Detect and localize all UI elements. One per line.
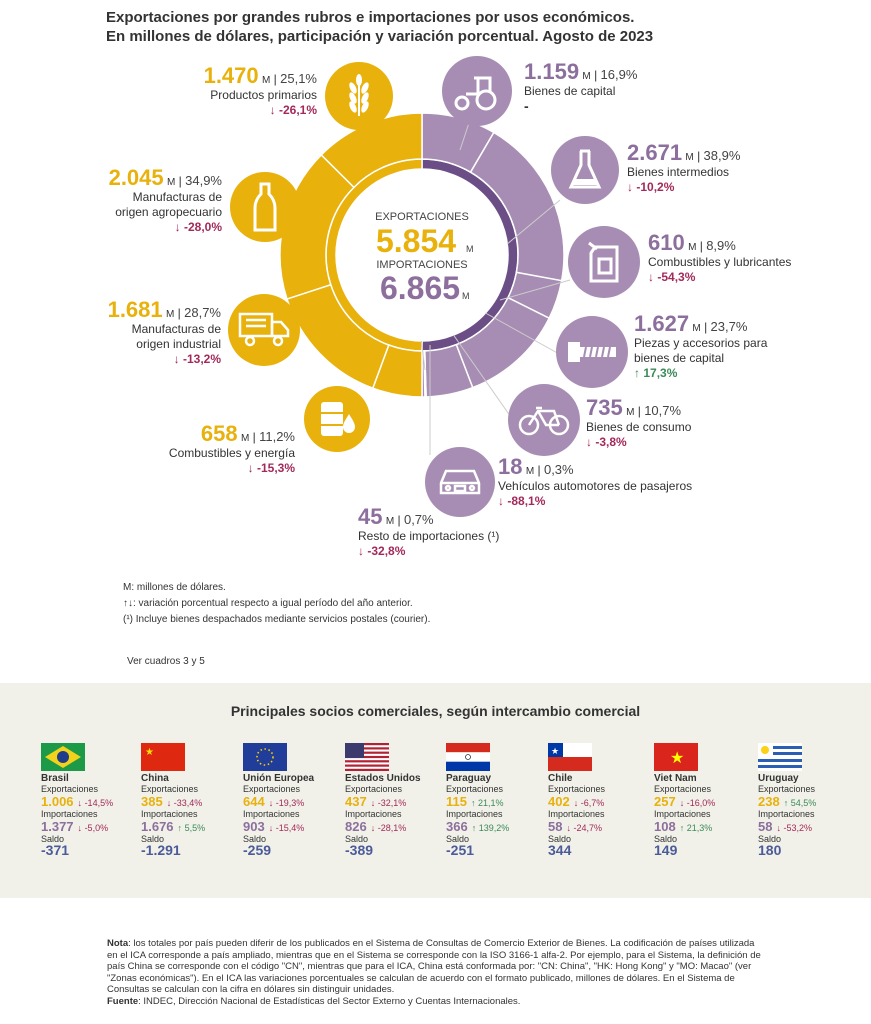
partner-saldo-label: Saldo (654, 834, 678, 844)
partner-card (243, 743, 343, 856)
note-arrows: ↑↓: variación porcentual respecto a igual período del año anterior. (123, 598, 413, 609)
partner-exp-var: ↓ -32,1% (370, 798, 407, 808)
partner-exp-value: 238 (758, 794, 780, 809)
partners-section (0, 683, 871, 898)
partner-card (548, 743, 648, 856)
partner-name: China (141, 773, 169, 784)
partner-imp-var: ↓ -24,7% (566, 823, 603, 833)
partner-imp-label: Importaciones (141, 809, 198, 819)
tractor-icon (442, 56, 512, 126)
partner-exp-var: ↓ -6,7% (573, 798, 605, 808)
partner-card (654, 743, 754, 856)
chart-notes (123, 580, 430, 628)
flag-brazil-icon (41, 743, 85, 771)
partner-exp-label: Exportaciones (345, 784, 403, 794)
title-line-1: Exportaciones por grandes rubros e importaciones por usos económicos. (106, 9, 635, 26)
truck-icon (228, 294, 300, 366)
partner-imp-label: Importaciones (345, 809, 402, 819)
label-resto-importaciones: 45 M | 0,7% Resto de importaciones (¹) ↓ -32,8% (358, 504, 500, 558)
ring-exp-label: Exportaciones (342, 232, 352, 290)
flag-paraguay-icon (446, 743, 490, 771)
ring-imp-label: Importaciones (488, 232, 498, 289)
partner-card (41, 743, 141, 856)
bolt-icon (556, 316, 628, 388)
arrow-up-icon: ↑ (634, 366, 640, 380)
car-icon (425, 447, 495, 517)
partner-saldo-label: Saldo (758, 834, 782, 844)
partner-imp-label: Importaciones (654, 809, 711, 819)
center-imp-value: 6.865 (379, 270, 461, 306)
partner-exp-value: 115 (446, 794, 467, 809)
partner-exp-value: 385 (141, 794, 163, 809)
partner-saldo-value: -389 (345, 842, 374, 858)
partner-imp-value: 826 (345, 819, 367, 834)
partner-imp-value: 366 (446, 819, 468, 834)
partner-name: Viet Nam (654, 773, 697, 784)
partner-imp-var: ↓ -53,2% (776, 823, 813, 833)
svg-text:★: ★ (551, 746, 560, 756)
svg-text:★: ★ (670, 750, 685, 767)
arrow-down-icon: ↓ (247, 461, 254, 475)
partner-imp-var: ↓ -5,0% (77, 823, 109, 833)
partner-saldo-label: Saldo (41, 834, 65, 844)
partner-exp-var: ↓ -33,4% (166, 798, 203, 808)
partner-imp-value: 903 (243, 819, 265, 834)
label-moi: 1.681 M | 28,7% Manufacturas de origen industrial ↓ -13,2% (107, 297, 221, 366)
label-bienes-capital: 1.159 M | 16,9% Bienes de capital - (524, 59, 638, 114)
partner-saldo-value: 344 (548, 842, 572, 858)
center-exp-unit: M (466, 244, 474, 254)
flag-china-icon (141, 743, 185, 771)
label-piezas-accesorios: 1.627 M | 23,7% Piezas y accesorios para bienes de capital ↑ 17,3% (634, 311, 768, 380)
partner-saldo-value: -1.291 (141, 842, 181, 858)
partner-saldo-label: Saldo (141, 834, 165, 844)
label-vehiculos: 18 M | 0,3% Vehículos automotores de pasajeros ↓ -88,1% (498, 454, 693, 508)
partner-exp-var: ↓ -14,5% (77, 798, 114, 808)
partner-imp-value: 1.377 (41, 819, 74, 834)
center-exp-label: EXPORTACIONES (375, 211, 469, 223)
partner-exp-label: Exportaciones (141, 784, 199, 794)
partner-saldo-label: Saldo (345, 834, 369, 844)
partner-saldo-value: -259 (243, 842, 272, 858)
partner-imp-value: 58 (548, 819, 563, 834)
svg-text:★: ★ (145, 747, 154, 758)
partner-imp-var: ↑ 139,2% (471, 823, 510, 833)
wheat-icon (325, 62, 393, 130)
partner-saldo-value: 180 (758, 842, 782, 858)
partner-imp-label: Importaciones (243, 809, 300, 819)
partner-card (141, 743, 241, 856)
label-productos-primarios: 1.470 M | 25,1% Productos primarios ↓ -26,1% (203, 63, 317, 117)
partner-imp-label: Importaciones (41, 809, 98, 819)
center-imp-unit: M (462, 291, 470, 301)
partner-imp-label: Importaciones (548, 809, 605, 819)
arrow-down-icon: ↓ (648, 270, 654, 284)
partner-exp-value: 644 (243, 794, 265, 809)
partner-exp-value: 257 (654, 794, 676, 809)
flag-chile-icon (548, 743, 592, 771)
label-combustibles-lubricantes: 610 M | 8,9% Combustibles y lubricantes ↓ -54,3% (648, 230, 792, 284)
partner-card (345, 743, 445, 856)
partner-imp-value: 58 (758, 819, 773, 834)
partner-name: Brasil (41, 773, 69, 784)
partner-saldo-value: 149 (654, 842, 678, 858)
partner-card (758, 743, 858, 856)
label-combustibles-energia: 658 M | 11,2% Combustibles y energía ↓ -15,3% (168, 421, 295, 475)
partner-saldo-value: -371 (41, 842, 70, 858)
footer-fuente: Fuente: INDEC, Dirección Nacional de Estadísticas del Sector Externo y Cuentas Internacionales. (107, 995, 521, 1007)
title-line-2: En millones de dólares, participación y variación porcentual. Agosto de 2023 (106, 28, 654, 45)
partner-exp-label: Exportaciones (243, 784, 301, 794)
arrow-down-icon: ↓ (173, 352, 180, 366)
partner-exp-label: Exportaciones (654, 784, 712, 794)
partner-imp-label: Importaciones (446, 809, 503, 819)
see-tables-note: Ver cuadros 3 y 5 (127, 656, 205, 667)
bicycle-icon (508, 384, 580, 456)
partner-imp-var: ↑ 21,3% (679, 823, 713, 833)
flag-uruguay-icon (758, 743, 802, 771)
label-bienes-intermedios: 2.671 M | 38,9% Bienes intermedios ↓ -10,2% (627, 140, 741, 194)
note-courier: (¹) Incluye bienes despachados mediante servicios postales (courier). (123, 614, 431, 625)
partner-exp-var: ↑ 21,1% (470, 798, 504, 808)
partner-imp-var: ↑ 5,5% (177, 823, 206, 833)
partner-exp-var: ↑ 54,5% (783, 798, 817, 808)
partner-imp-var: ↓ -28,1% (370, 823, 407, 833)
partner-exp-label: Exportaciones (548, 784, 606, 794)
partner-exp-label: Exportaciones (758, 784, 816, 794)
flag-usa-icon (345, 743, 389, 771)
arrow-down-icon: ↓ (586, 435, 592, 449)
footer-notes (107, 938, 767, 1007)
partner-saldo-label: Saldo (446, 834, 470, 844)
partner-saldo-label: Saldo (243, 834, 267, 844)
partner-exp-var: ↓ -19,3% (268, 798, 305, 808)
partner-exp-value: 1.006 (41, 794, 74, 809)
arrow-down-icon: ↓ (174, 220, 181, 234)
partner-exp-label: Exportaciones (41, 784, 99, 794)
partner-name: Estados Unidos (345, 773, 421, 784)
flag-eu-icon (243, 743, 287, 771)
partner-imp-label: Importaciones (758, 809, 815, 819)
partner-imp-value: 1.676 (141, 819, 174, 834)
partner-exp-var: ↓ -16,0% (679, 798, 716, 808)
fuel-barrel-icon (304, 386, 370, 452)
jerrycan-icon (568, 226, 640, 298)
partners-title: Principales socios comerciales, según intercambio comercial (230, 703, 641, 719)
partner-imp-var: ↓ -15,4% (268, 823, 305, 833)
arrow-down-icon: ↓ (627, 180, 633, 194)
partner-saldo-label: Saldo (548, 834, 572, 844)
partner-name: Unión Europea (243, 773, 315, 784)
bottle-icon (230, 172, 300, 242)
partner-name: Paraguay (446, 773, 492, 784)
center-exp-value: 5.854 (375, 223, 457, 259)
arrow-down-icon: ↓ (498, 494, 504, 508)
partner-card (446, 743, 546, 856)
partner-imp-value: 108 (654, 819, 676, 834)
center-imp-label: IMPORTACIONES (376, 259, 468, 271)
label-moa: 2.045 M | 34,9% Manufacturas de origen agropecuario ↓ -28,0% (108, 165, 222, 234)
arrow-down-icon: ↓ (358, 544, 364, 558)
partner-name: Chile (548, 773, 573, 784)
partner-exp-value: 437 (345, 794, 367, 809)
label-bienes-consumo: 735 M | 10,7% Bienes de consumo ↓ -3,8% (586, 395, 692, 449)
partner-exp-label: Exportaciones (446, 784, 504, 794)
partner-saldo-value: -251 (446, 842, 475, 858)
flag-vietnam-icon (654, 743, 698, 771)
partner-name: Uruguay (758, 773, 799, 784)
arrow-down-icon: ↓ (269, 103, 276, 117)
footer-nota: Nota: los totales por país pueden diferir de los publicados en el Sistema de Consultas de Comercio Exterior de Bienes. La codificación de países utilizada en el ICA corresponde a país ampliado, mientras que en el Sistema se corresponde con la ISO 3166-1 alfa-2. Por ejemplo, para el Sistema, la definición de país China se corresponde con el código "CN", mientras que para el ICA, China está conformada por: "CN: China", "HK: Hong Kong" y "MO: Macao" (ver "Zonas económicas"). En el ICA las variaciones porcentuales se calculan de acuerdo con el formato publicado, millones de dólares. En el Sistema de Consultas se calculan con la cifra en dólares sin distinguir unidades. (107, 938, 761, 995)
partner-exp-value: 402 (548, 794, 570, 809)
flask-icon (551, 136, 619, 204)
note-m: M: millones de dólares. (123, 582, 226, 593)
